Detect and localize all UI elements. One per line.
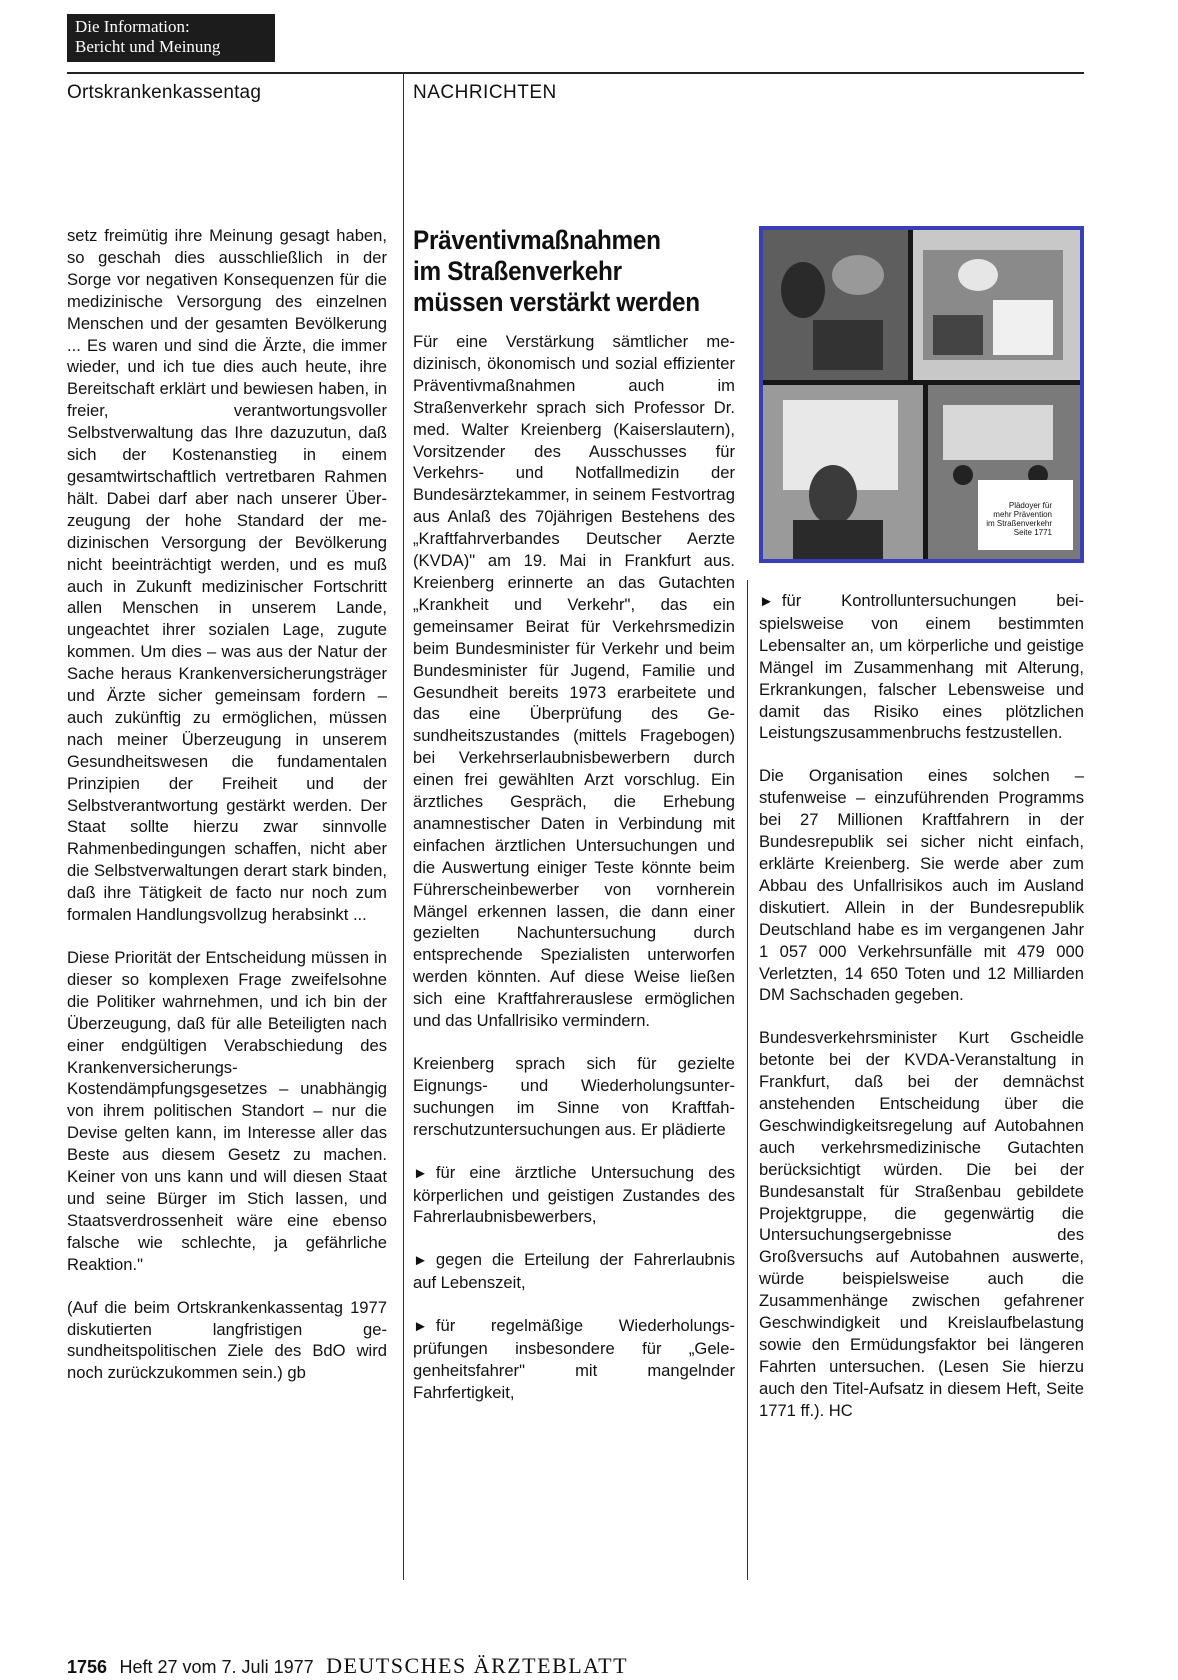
column-divider-2 — [747, 580, 748, 1580]
headline-line-2: im Straßenverkehr — [413, 256, 622, 286]
masthead-line-2: Bericht und Meinung — [75, 37, 221, 56]
bullet-arrow-icon: ► — [759, 593, 774, 610]
column-2 — [413, 225, 735, 1404]
headline-line-3: müssen verstärkt werden — [413, 287, 700, 317]
masthead — [67, 14, 275, 62]
section-label-right: NACHRICHTEN — [413, 82, 557, 103]
section-label-left: Ortskrankenkassentag — [67, 82, 262, 103]
bullet-arrow-icon: ► — [413, 1164, 428, 1182]
column-2-paragraph-1: Für eine Verstärkung sämtlicher medizinisch, ökonomisch und sozial effizienter Präventivmaßnahmen auch im Straßenverkehr sprach sich Professor Dr. med. Walter Kreienberg (Kaiserslautern), Vorsitzender des Ausschusses für Verkehrs- und Notfallmedizin der Bundesärztekammer, in seinem Festvortrag aus Anlaß des 70jährigen Bestehens des „Kraftfahrverbandes Deutscher Aerzte (KVDA)" am 19. Mai in Frankfurt aus. Kreienberg erinnerte an das Gutachten „Krankheit und Verkehr", das ein gemeinsamer Beirat für Verkehrsmedizin beim Bundesminister für Verkehr und beim Bundesminister für Jugend, Familie und Gesundheit bereits 1973 erarbeitete und das eine Überprüfung des Gesundheitszustandes (mittels Fragebogen) bei Verkehrserlaubnisbewerbern durch einen frei gewählten Arzt vorschlug. Ein ärztliches Gespräch, die Erhebung anamnestischer Daten in Verbindung mit einfachen ärztlichen Untersuchungen und die Auswertung einiger Teste könnte beim Führerscheinbewerber von vornherein Mängel erkennen lassen, die dann einer gezielten Nachuntersuchung durch entsprechende Spezialisten unterworfen werden könnten. Auf diese Weise ließen sich eine Kraftfahrerauslese ermöglichen und das Unfallrisiko vermindern. — [413, 332, 735, 1031]
bullet-item-2 — [413, 1249, 735, 1294]
column-1-paragraph-2: Diese Priorität der Entscheidung müssen in dieser so komplexen Frage zweifelsohne die Politiker wahrnehmen, und ich bin der Überzeugung, daß für alle Beteiligten nach einer endgültigen Verabschiedung des Krankenversicherungs-Kostendämpfungsgesetzes – unabhängig von ihrem politischen Standort – nur die Devise gelten kann, im Interesse aller das Beste aus diesem Gesetz zu machen. Keiner von uns kann und will diesen Staat und seine Bürger im Stich lassen, und Staatsverdrossenheit wäre eine ebenso falsche wie schlechte, ja gefährliche Reaktion." — [67, 948, 387, 1274]
column-2-paragraph-2: Kreienberg sprach sich für gezielte Eignungs- und Wiederholungsuntersuchungen im Sinne von Kraftfahrerschutzuntersuchungen aus. Er plädierte — [413, 1054, 735, 1139]
column-3-paragraph-2: Bundesverkehrsminister Kurt Gscheidle betonte bei der KVDA-Veranstaltung in Frankfurt, daß bei der demnächst anstehenden Entscheidung über die Geschwindigkeitsregelung auf Autobahnen auch verkehrsmedizinische Gutachten berücksichtigt würden. Die bei der Bundesanstalt für Straßenbau gebildete Projektgruppe, die gegenwärtig die Untersuchungsergebnisse des Großversuchs auf Autobahnen auswerte, würde beispielsweise auch die Zusammenhänge zwischen gefahrener Geschwindigkeit und Kreislaufbelastung sowie den Ermüdungsfaktor bei längeren Fahrten untersuchen. (Lesen Sie hierzu auch den Titel-Aufsatz in diesem Heft, Seite 1771 ff.). HC — [759, 1028, 1084, 1420]
page-footer — [67, 1653, 628, 1679]
bullet-item-4 — [759, 590, 1084, 744]
bullet-item-2-text: gegen die Erteilung der Fahrerlaubnis auf Lebenszeit, — [413, 1250, 735, 1293]
column-3 — [759, 590, 1084, 1422]
article-headline — [413, 225, 735, 318]
journal-name: DEUTSCHES ÄRZTEBLATT — [326, 1653, 629, 1678]
photo-caption-line-4: Seite 1771 — [1013, 528, 1052, 537]
cover-photo — [759, 226, 1084, 563]
column-1-paragraph-3: (Auf die beim Ortskrankenkassentag 1977 diskutierten langfristigen gesundheitspolitischen Ziele des BdO wird noch zurückzukommen sein.) gb — [67, 1297, 387, 1383]
column-1 — [67, 225, 387, 1384]
photo-caption-line-3: im Straßenverkehr — [986, 519, 1052, 528]
bullet-item-3-text: für regelmäßige Wiederholungsprüfungen insbesondere für „Gelegenheitsfahrer" mit mangelnder Fahrfertigkeit, — [413, 1316, 735, 1402]
photo-caption-line-1: Plädoyer für — [1008, 501, 1052, 510]
top-rule — [67, 72, 1084, 74]
bullet-item-1-text: für eine ärztliche Untersuchung des körperlichen und geistigen Zustandes des Fahrerlaubnisbewerbers, — [413, 1162, 735, 1227]
bullet-arrow-icon: ► — [413, 1318, 428, 1336]
column-divider-1 — [403, 72, 404, 1580]
bullet-arrow-icon: ► — [413, 1252, 428, 1270]
masthead-line-1: Die Information: — [75, 17, 190, 36]
issue-info: Heft 27 vom 7. Juli 1977 — [119, 1657, 314, 1677]
column-1-paragraph-1: setz freimütig ihre Meinung gesagt haben, so geschah dies ausschließlich in der Sorge vor negativen Konsequenzen für die medizinische Versorgung des einzelnen Menschen und der gesamten Bevölkerung ... Es waren und sind die Ärzte, die immer wieder, und ich tue dies auch heute, ihre Bereitschaft erklärt und bewiesen haben, in freier, verantwortungsvoller Selbstverwaltung das Ihre dazuzutun, daß sich der Kostenanstieg in einem gesamtwirtschaftlich vertretbaren Rahmen hält. Dabei darf aber nach unserer Überzeugung der hohe Standard der medizinischen Versorgung der Bevölkerung nicht beeinträchtigt werden, und es muß auch in Zukunft medizinischer Fortschritt allen Menschen in unserem Lande, ungeachtet ihrer sozialen Lage, zugute kommen. Um dies – was aus der Natur der Sache heraus Krankenversicherungsträger und Ärzte sicher gemeinsam fordern – auch zukünftig zu ermöglichen, müssen nach meiner Überzeugung in unserem Gesundheitswesen die fundamentalen Prinzipien der Freiheit und der Selbstverantwortung gestärkt werden. Der Staat sollte hierzu zwar sinnvolle Rahmenbedingungen schaffen, nicht aber die Selbstverwaltungen derart stark binden, daß ihre Tätigkeit de facto nur noch zum formalen Handlungsvollzug herabsinkt ... — [67, 226, 387, 925]
photo-caption — [972, 501, 1052, 537]
page-number: 1756 — [67, 1657, 108, 1677]
bullet-item-1 — [413, 1162, 735, 1229]
bullet-item-3 — [413, 1315, 735, 1404]
bullet-item-4-text: für Kontrolluntersuchungen beispielsweise von einem bestimmten Lebensalter an, um körperliche und geistige Mängel im Zusammenhang mit Alterung, Erkrankungen, falscher Lebensweise und damit das Risiko eines plötzlichen Leistungszusammenbruchs festzustellen. — [759, 591, 1084, 743]
column-3-paragraph-1: Die Organisation eines solchen – stufenweise – einzuführenden Programms bei 27 Millionen Kraftfahrern in der Bundesrepublik sei sicher nicht einfach, erklärte Kreienberg. Sie werde aber zum Abbau des Unfallrisikos auch im Ausland diskutiert. Allein in der Bundesrepublik Deutschland habe es im vergangenen Jahr 1 057 000 Verkehrsunfälle mit 479 000 Verletzten, 14 650 Toten und 12 Milliarden DM Sachschaden gegeben. — [759, 766, 1084, 1005]
photo-caption-line-2: mehr Prävention — [993, 510, 1052, 519]
headline-line-1: Präventivmaßnahmen — [413, 225, 661, 255]
